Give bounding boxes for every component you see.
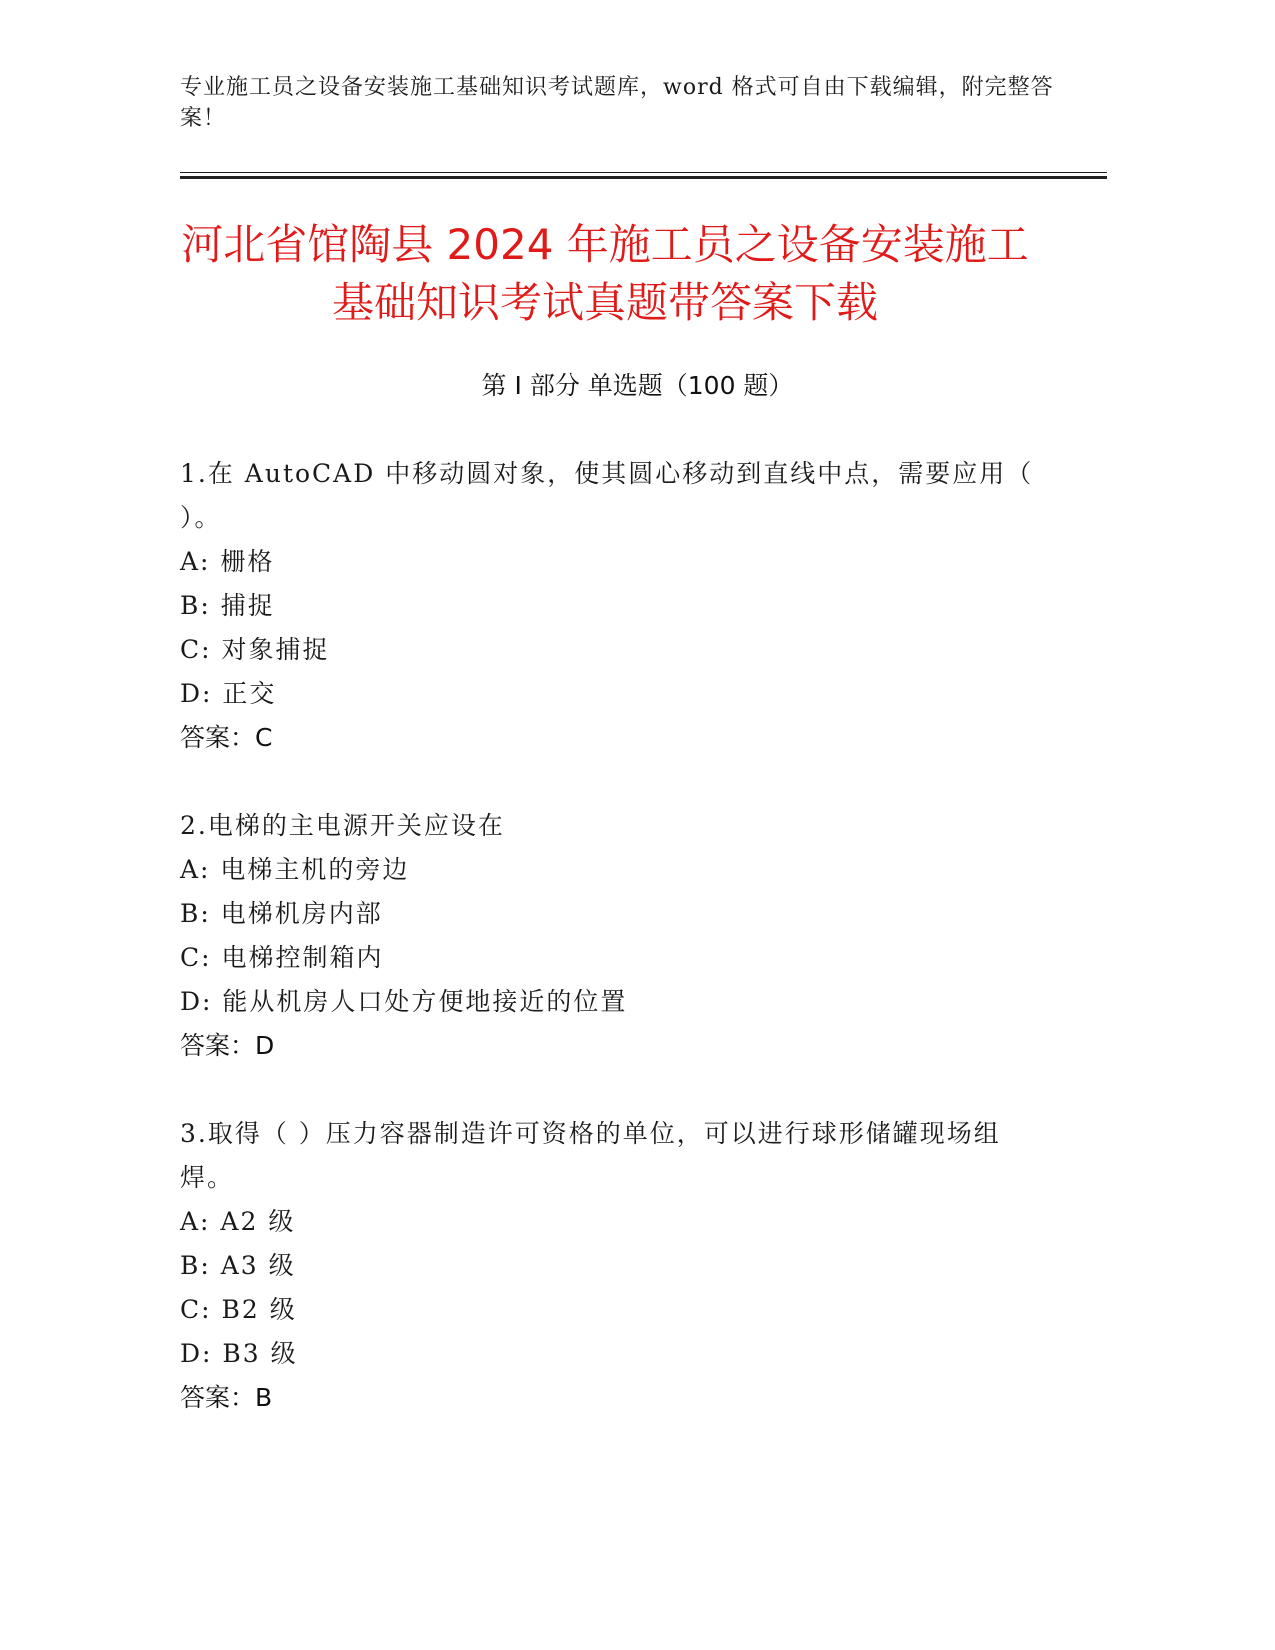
option-d: D: 能从机房人口处方便地接近的位置: [180, 987, 628, 1016]
section-heading: 第 I 部分 单选题（100 题）: [481, 371, 794, 400]
question-3: [180, 1112, 1040, 1420]
question-list: [180, 452, 1040, 1464]
header-divider-thin: [180, 172, 1107, 173]
question-1: [180, 452, 1040, 760]
option-b: B: A3 级: [180, 1251, 296, 1280]
question-2: [180, 804, 1040, 1068]
option-b: B: 捕捉: [180, 591, 275, 620]
header-divider-thick: [180, 176, 1107, 179]
answer: 答案：C: [180, 723, 273, 752]
question-stem: 3.取得（ ）压力容器制造许可资格的单位，可以进行球形储罐现场组焊。: [180, 1119, 1001, 1192]
option-a: A: 电梯主机的旁边: [180, 855, 410, 884]
option-d: D: B3 级: [180, 1339, 298, 1368]
question-stem: 1.在 AutoCAD 中移动圆对象，使其圆心移动到直线中点，需要应用（ ）。: [180, 459, 1034, 532]
document-title: [180, 216, 1030, 332]
header-note: 专业施工员之设备安装施工基础知识考试题库，word 格式可自由下载编辑，附完整答案！: [180, 75, 1054, 131]
document-title-line-2: 基础知识考试真题带答案下载: [331, 278, 878, 327]
option-c: C: 对象捕捉: [180, 635, 330, 664]
question-stem: 2.电梯的主电源开关应设在: [180, 811, 505, 840]
option-c: C: B2 级: [180, 1295, 297, 1324]
option-b: B: 电梯机房内部: [180, 899, 383, 928]
option-a: A: 栅格: [180, 547, 275, 576]
answer: 答案：B: [180, 1383, 273, 1412]
document-title-line-1: 河北省馆陶县 2024 年施工员之设备安装施工: [181, 220, 1029, 269]
option-c: C: 电梯控制箱内: [180, 943, 384, 972]
answer: 答案：D: [180, 1031, 275, 1060]
option-d: D: 正交: [180, 679, 277, 708]
option-a: A: A2 级: [180, 1207, 296, 1236]
